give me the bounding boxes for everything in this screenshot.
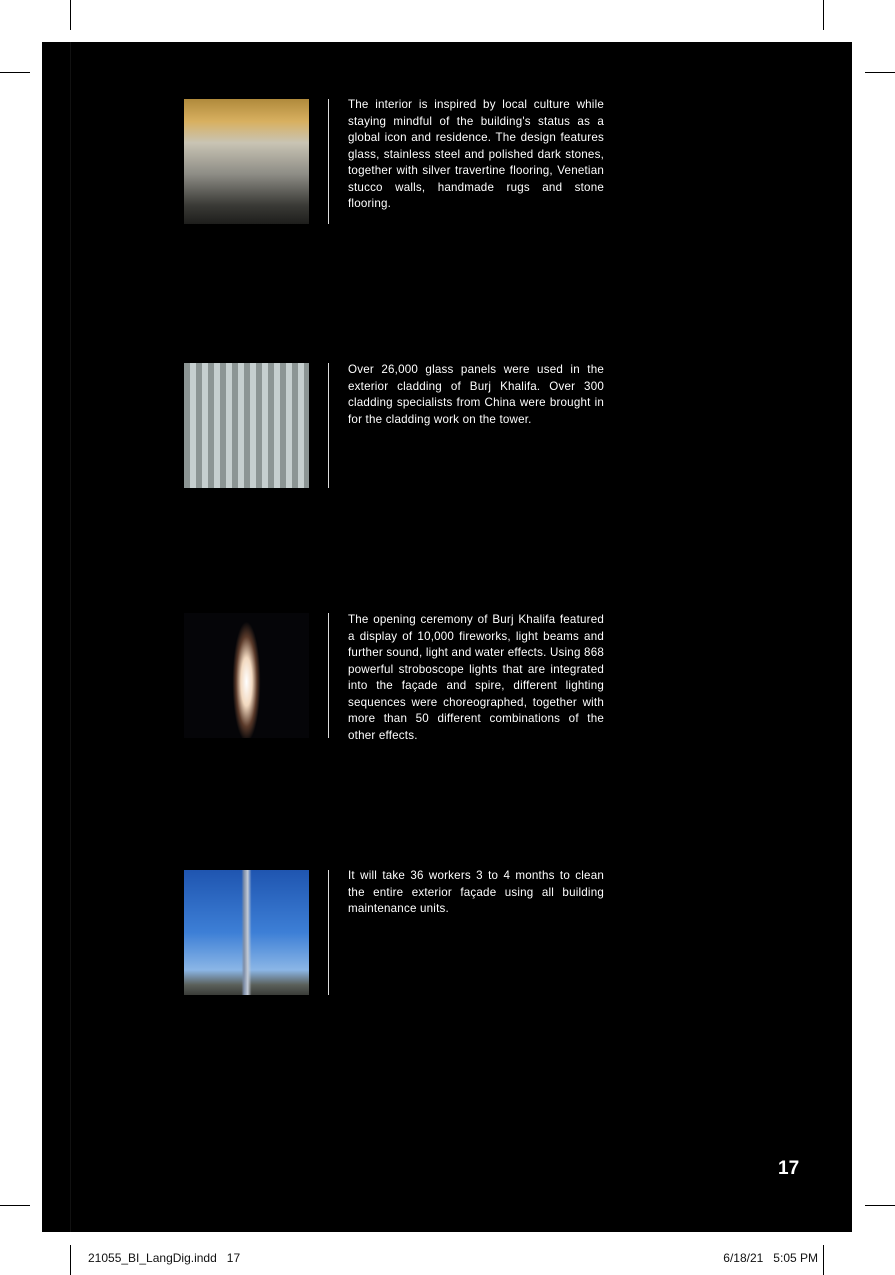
- margin-guide: [70, 42, 71, 1232]
- crop-mark: [823, 1245, 824, 1275]
- crop-mark: [0, 1205, 30, 1206]
- crop-mark: [70, 1245, 71, 1275]
- slug-filename: 21055_BI_LangDig.indd 17: [88, 1251, 241, 1265]
- crop-mark: [70, 0, 71, 30]
- divider: [328, 870, 329, 995]
- glass-cladding-photo: [184, 363, 309, 488]
- section-text: It will take 36 workers 3 to 4 months to clean the entire exterior façade using all building maintenance units.: [348, 869, 604, 915]
- fireworks-photo: [184, 613, 309, 738]
- slug-datetime: 6/18/21 5:05 PM: [723, 1251, 818, 1265]
- crop-mark: [823, 0, 824, 30]
- interior-lobby-photo: [184, 99, 309, 224]
- section-text: The interior is inspired by local culture while staying mindful of the building's status as a global icon and residence. The design features glass, stainless steel and polished dark stones, together with silver travertine flooring, Venetian stucco walls, handmade rugs and stone flooring.: [348, 98, 604, 210]
- section-text: The opening ceremony of Burj Khalifa featured a display of 10,000 fireworks, light beams and further sound, light and water effects. Using 868 powerful stroboscope lights that are integrated into the façade and spire, different lighting sequences were choreographed, together with more than 50 different combinations of the other effects.: [348, 613, 604, 742]
- divider: [328, 99, 329, 224]
- tower-exterior-photo: [184, 870, 309, 995]
- section-text: Over 26,000 glass panels were used in the exterior cladding of Burj Khalifa. Over 300 cladding specialists from China were brought in for the cladding work on the tower.: [348, 363, 604, 426]
- page-number: 17: [778, 1158, 800, 1179]
- page: [42, 42, 852, 1232]
- crop-mark: [865, 1205, 895, 1206]
- crop-mark: [0, 72, 30, 73]
- divider: [328, 363, 329, 488]
- divider: [328, 613, 329, 738]
- crop-mark: [865, 72, 895, 73]
